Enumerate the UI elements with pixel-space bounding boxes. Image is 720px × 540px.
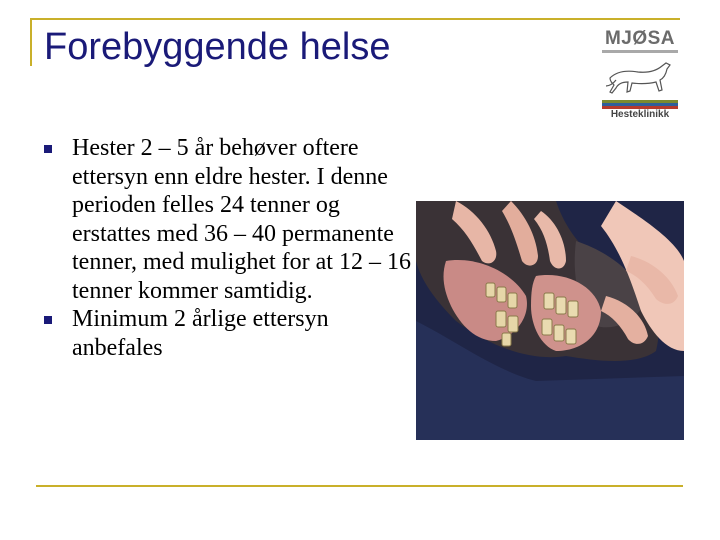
bullet-text: Minimum 2 årlige ettersyn anbefales [72, 306, 329, 361]
footer-accent-rule [36, 485, 683, 487]
bullet-item [40, 305, 420, 362]
logo-divider [602, 50, 678, 53]
horse-icon [604, 58, 676, 98]
bullet-list [40, 134, 420, 362]
title-accent-horizontal [30, 18, 680, 20]
slide-title: Forebyggende helse [44, 26, 391, 68]
horse-teeth-photo [416, 201, 684, 440]
bullet-item [40, 134, 420, 305]
logo-subtitle: Hesteklinikk [610, 109, 670, 120]
square-bullet-icon [44, 145, 52, 153]
square-bullet-icon [44, 316, 52, 324]
title-accent-vertical [30, 18, 32, 66]
bullet-text: Hester 2 – 5 år behøver oftere ettersyn enn eldre hester. I denne perioden felles 24 tenner og erstattes med 36 – 40 permanente tenner, med mulighet for at 12 – 16 tenner kommer samtidig. [72, 135, 411, 304]
mjosa-hesteklinikk-logo [598, 28, 682, 122]
logo-brand-text: MJØSA [604, 28, 676, 49]
